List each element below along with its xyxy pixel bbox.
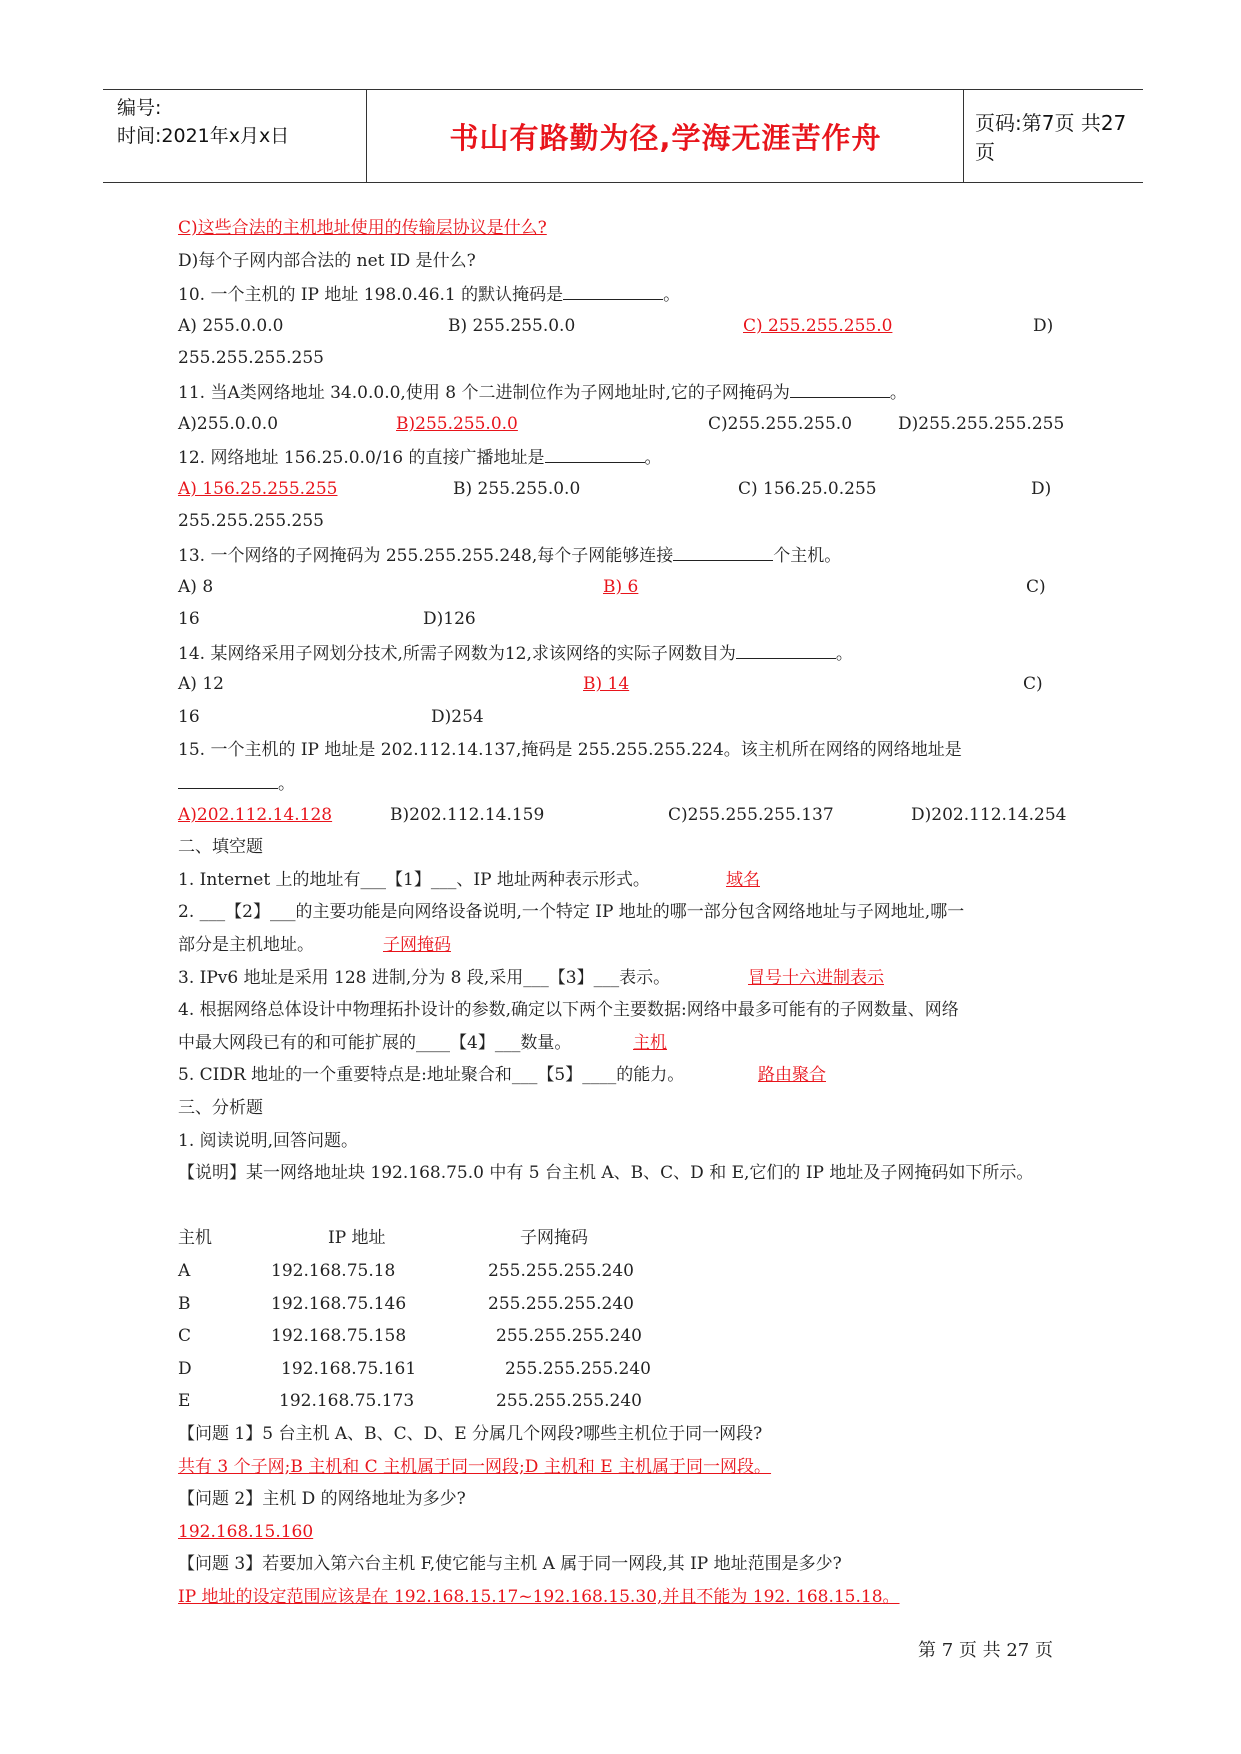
line-text [178, 966, 670, 990]
segment-text: 部分是主机地址。 [178, 935, 314, 956]
page-header [103, 89, 1143, 183]
text-line [178, 900, 1068, 933]
text-line [178, 1129, 1068, 1162]
line-text [178, 1031, 571, 1055]
text-line [178, 314, 1068, 347]
segment-text: 13. 一个网络的子网掩码为 255.255.255.248,每个子网能够连接 [178, 545, 674, 566]
text-line [178, 281, 1068, 314]
line-text [178, 705, 200, 729]
segment-text: C) [1026, 576, 1046, 597]
line-text [1023, 672, 1043, 696]
segment-text: 子网掩码 [520, 1228, 588, 1249]
page-footer: 第 7 页 共 27 页 [918, 1640, 1053, 1661]
segment-suffix: 。 [663, 285, 681, 306]
segment-text: A)255.0.0.0 [178, 413, 279, 434]
segment-text: 1. Internet 上的地址有___【1】___、IP 地址两种表示形式。 [178, 869, 650, 890]
segment-text: 【说明】某一网络地址块 192.168.75.0 中有 5 台主机 A、B、C、D 和 E,它们的 IP 地址及子网掩码如下所示。 [178, 1163, 1034, 1184]
line-text [178, 542, 841, 568]
text-line [178, 575, 1068, 608]
line-text [738, 477, 877, 501]
line-text [496, 1324, 642, 1348]
answer-blank [736, 640, 836, 659]
line-text [178, 412, 278, 436]
text-line [178, 1487, 1068, 1520]
line-text [488, 1292, 634, 1316]
line-text [178, 379, 907, 405]
text-line [178, 477, 1068, 510]
segment-text: D)255.255.255.255 [898, 413, 1065, 434]
segment-text: A) 255.0.0.0 [178, 315, 284, 336]
line-text [178, 672, 224, 696]
segment-text: 11. 当A类网络地址 34.0.0.0,使用 8 个二进制位作为子网地址时,它的子网掩码为 [178, 382, 790, 403]
text-line [178, 933, 1068, 966]
segment-text: A)202.112.14.128 [178, 804, 333, 825]
segment-text: D)254 [431, 706, 484, 727]
text-line [178, 1324, 1068, 1357]
text-line [178, 1422, 1068, 1455]
answer-blank [545, 444, 645, 463]
line-text [453, 477, 580, 501]
segment-text: B [178, 1293, 191, 1314]
segment-text: D)每个子网内部合法的 net ID 是什么? [178, 250, 476, 271]
line-text [898, 412, 1064, 436]
line-text [178, 900, 964, 924]
text-line [178, 1357, 1068, 1390]
segment-suffix: 。 [835, 643, 853, 664]
segment-text: 三、分析题 [178, 1098, 263, 1119]
segment-text: 192.168.75.161 [281, 1358, 417, 1379]
line-text [431, 705, 484, 729]
line-text [520, 1226, 588, 1250]
answer-blank [790, 379, 890, 398]
segment-text: 255.255.255.240 [488, 1261, 635, 1281]
line-text [178, 249, 476, 273]
line-text [178, 1357, 192, 1381]
text-line [178, 803, 1068, 836]
segment-text: B)202.112.14.159 [390, 804, 545, 825]
text-line [178, 1096, 1068, 1129]
text-line [178, 1585, 1068, 1618]
header-divider [963, 90, 964, 182]
answer-text [178, 803, 332, 827]
text-line [178, 738, 1068, 771]
line-text [178, 1422, 762, 1446]
line-text [178, 281, 680, 307]
line-text [708, 412, 852, 436]
line-text [178, 509, 324, 533]
line-text [279, 1389, 414, 1413]
line-text [178, 1063, 684, 1087]
segment-text: 子网掩码 [383, 935, 451, 956]
segment-text: 16 [178, 706, 200, 727]
segment-suffix: 。 [889, 382, 907, 403]
header-divider [366, 90, 367, 182]
line-text [390, 803, 544, 827]
text-line [178, 412, 1068, 445]
segment-text: 中最大网段已有的和可能扩展的____【4】___数量。 [178, 1032, 572, 1053]
line-text [178, 770, 295, 796]
segment-text: D)126 [423, 609, 476, 630]
segment-text: 主机 [178, 1228, 212, 1249]
text-line [178, 1259, 1068, 1292]
text-line [178, 249, 1068, 282]
segment-text: IP 地址的设定范围应该是在 192.168.15.17~192.168.15.30,并且不能为 192. 168.15.18。 [178, 1586, 900, 1607]
answer-text [603, 575, 638, 599]
line-text [496, 1389, 642, 1413]
segment-text: 255.255.255.240 [496, 1391, 643, 1412]
line-text [178, 933, 314, 957]
line-text [178, 868, 650, 892]
line-text [178, 314, 283, 338]
text-line [178, 1031, 1068, 1064]
text-line [178, 1161, 1068, 1194]
segment-text: B)255.255.0.0 [396, 413, 518, 434]
segment-text: 255.255.255.255 [178, 348, 325, 369]
line-text [271, 1292, 406, 1316]
segment-text: D) [1031, 478, 1052, 499]
text-line [178, 444, 1068, 477]
segment-suffix: 。 [278, 774, 295, 795]
segment-text: C)255.255.255.137 [668, 804, 834, 825]
segment-text: 192.168.75.158 [271, 1326, 407, 1347]
segment-text: 255.255.255.240 [488, 1293, 635, 1314]
text-line [178, 509, 1068, 542]
line-text [178, 1096, 263, 1120]
document-body [178, 216, 1068, 1618]
segment-text: 192.168.75.146 [271, 1293, 407, 1314]
line-text [1033, 314, 1053, 338]
text-line [178, 1226, 1068, 1259]
segment-text: C)255.255.255.0 [708, 413, 853, 434]
header-motto: 书山有路勤为径,学海无涯苦作舟 [449, 120, 882, 155]
segment-text: 16 [178, 609, 200, 630]
text-line [178, 640, 1068, 673]
answer-text [178, 477, 338, 501]
line-text [178, 444, 662, 470]
answer-blank [673, 542, 773, 561]
answer-text [748, 966, 884, 990]
segment-text: D) [1033, 315, 1054, 336]
line-text [178, 346, 324, 370]
segment-text: C) 255.255.255.0 [743, 315, 893, 336]
line-text [178, 835, 263, 859]
segment-text: 3. IPv6 地址是采用 128 进制,分为 8 段,采用___【3】___表示。 [178, 967, 671, 988]
line-text [271, 1259, 395, 1283]
text-line [178, 542, 1068, 575]
segment-text: 4. 根据网络总体设计中物理拓扑设计的参数,确定以下两个主要数据:网络中最多可能有的子网数量、网络 [178, 1000, 959, 1021]
text-line [178, 1455, 1068, 1488]
line-text [505, 1357, 651, 1381]
text-line [178, 1194, 1068, 1227]
line-text [178, 1226, 212, 1250]
segment-text: D)202.112.14.254 [911, 804, 1067, 825]
segment-suffix: 。 [644, 448, 662, 469]
text-line [178, 1063, 1068, 1096]
segment-text: 255.255.255.240 [496, 1326, 643, 1347]
line-text [448, 314, 575, 338]
segment-text: C) 156.25.0.255 [738, 478, 877, 499]
segment-text: 255.255.255.240 [505, 1358, 652, 1379]
line-text [178, 998, 959, 1022]
text-line [178, 379, 1068, 412]
line-text [423, 607, 476, 631]
segment-text: A) 156.25.255.255 [178, 478, 338, 499]
line-text [281, 1357, 416, 1381]
line-text [178, 575, 213, 599]
segment-text: A [178, 1261, 191, 1281]
segment-text: 域名 [726, 869, 760, 890]
segment-text: B) 255.255.0.0 [453, 478, 581, 499]
segment-text: 【问题 3】若要加入第六台主机 F,使它能与主机 A 属于同一网段,其 IP 地址范围是多少? [178, 1554, 842, 1575]
segment-text: 5. CIDR 地址的一个重要特点是:地址聚合和___【5】____的能力。 [178, 1065, 685, 1086]
line-text [178, 738, 962, 762]
segment-text: B) 14 [583, 674, 630, 695]
header-meta [117, 94, 365, 150]
answer-text [743, 314, 892, 338]
answer-text [396, 412, 518, 436]
segment-text: B) 255.255.0.0 [448, 315, 576, 336]
segment-text: 路由聚合 [758, 1065, 826, 1086]
line-text [178, 640, 853, 666]
segment-text: 12. 网络地址 156.25.0.0/16 的直接广播地址是 [178, 448, 545, 469]
time-label: 时间:2021年x月x日 [117, 125, 290, 147]
text-line [178, 1552, 1068, 1585]
answer-text [726, 868, 760, 892]
segment-text: 共有 3 个子网;B 主机和 C 主机属于同一网段;D 主机和 E 主机属于同一网段。 [178, 1456, 772, 1477]
segment-text: 10. 一个主机的 IP 地址 198.0.46.1 的默认掩码是 [178, 285, 564, 306]
segment-text: A) 12 [178, 674, 224, 695]
number-label: 编号: [117, 97, 162, 119]
line-text [178, 1324, 191, 1348]
line-text [178, 1259, 190, 1283]
answer-text [383, 933, 451, 957]
text-line [178, 1389, 1068, 1422]
segment-text: 255.255.255.255 [178, 511, 325, 532]
text-line [178, 672, 1068, 705]
answer-text [633, 1031, 667, 1055]
text-line [178, 705, 1068, 738]
text-line [178, 998, 1068, 1031]
line-text [488, 1259, 634, 1283]
segment-text: 二、填空题 [178, 837, 263, 858]
line-text [178, 1552, 842, 1576]
answer-text [178, 216, 547, 240]
line-text [178, 1487, 466, 1511]
answer-blank [178, 770, 278, 789]
answer-text [178, 1585, 900, 1609]
line-text [178, 1161, 1033, 1185]
answer-text [178, 1520, 313, 1544]
segment-text: 冒号十六进制表示 [748, 967, 884, 988]
text-line [178, 835, 1068, 868]
text-line [178, 1520, 1068, 1553]
answer-text [178, 1455, 771, 1479]
text-line [178, 1292, 1068, 1325]
segment-text: 1. 阅读说明,回答问题。 [178, 1130, 359, 1151]
line-text [1026, 575, 1046, 599]
line-text [328, 1226, 386, 1250]
header-page-label: 页码:第7页 共27页 [975, 111, 1127, 164]
line-text [178, 607, 200, 631]
text-line [178, 607, 1068, 640]
line-text [911, 803, 1066, 827]
line-text [178, 1292, 191, 1316]
segment-text: A) 8 [178, 576, 214, 597]
answer-blank [563, 281, 663, 300]
segment-text: 192.168.75.173 [279, 1391, 415, 1412]
text-line [178, 346, 1068, 379]
answer-text [583, 672, 629, 696]
text-line [178, 216, 1068, 249]
line-text [178, 1389, 190, 1413]
segment-text: 【问题 2】主机 D 的网络地址为多少? [178, 1489, 466, 1510]
segment-text: D [178, 1358, 192, 1379]
segment-text: 14. 某网络采用子网划分技术,所需子网数为12,求该网络的实际子网数目为 [178, 643, 736, 664]
segment-text: C [178, 1326, 192, 1347]
segment-text: 192.168.75.18 [271, 1261, 396, 1281]
segment-text: B) 6 [603, 576, 639, 597]
segment-text: 主机 [633, 1032, 667, 1053]
line-text [1031, 477, 1051, 501]
segment-suffix: 个主机。 [773, 545, 842, 566]
segment-text: C)这些合法的主机地址使用的传输层协议是什么? [178, 218, 547, 238]
segment-text: C) [1023, 674, 1043, 695]
text-line [178, 966, 1068, 999]
segment-text: 192.168.15.160 [178, 1521, 314, 1542]
answer-text [758, 1063, 826, 1087]
line-text [668, 803, 834, 827]
text-line [178, 770, 1068, 803]
line-text [271, 1324, 406, 1348]
line-text [178, 1129, 358, 1153]
segment-text: 15. 一个主机的 IP 地址是 202.112.14.137,掩码是 255.255.255.224。该主机所在网络的网络地址是 [178, 739, 962, 760]
segment-text: 【问题 1】5 台主机 A、B、C、D、E 分属几个网段?哪些主机位于同一网段? [178, 1423, 763, 1444]
segment-text: 2. ___【2】___的主要功能是向网络设备说明,一个特定 IP 地址的哪一部分包含网络地址与子网地址,哪一 [178, 902, 965, 923]
text-line [178, 868, 1068, 901]
segment-text: IP 地址 [328, 1228, 386, 1249]
segment-text: E [178, 1391, 191, 1412]
